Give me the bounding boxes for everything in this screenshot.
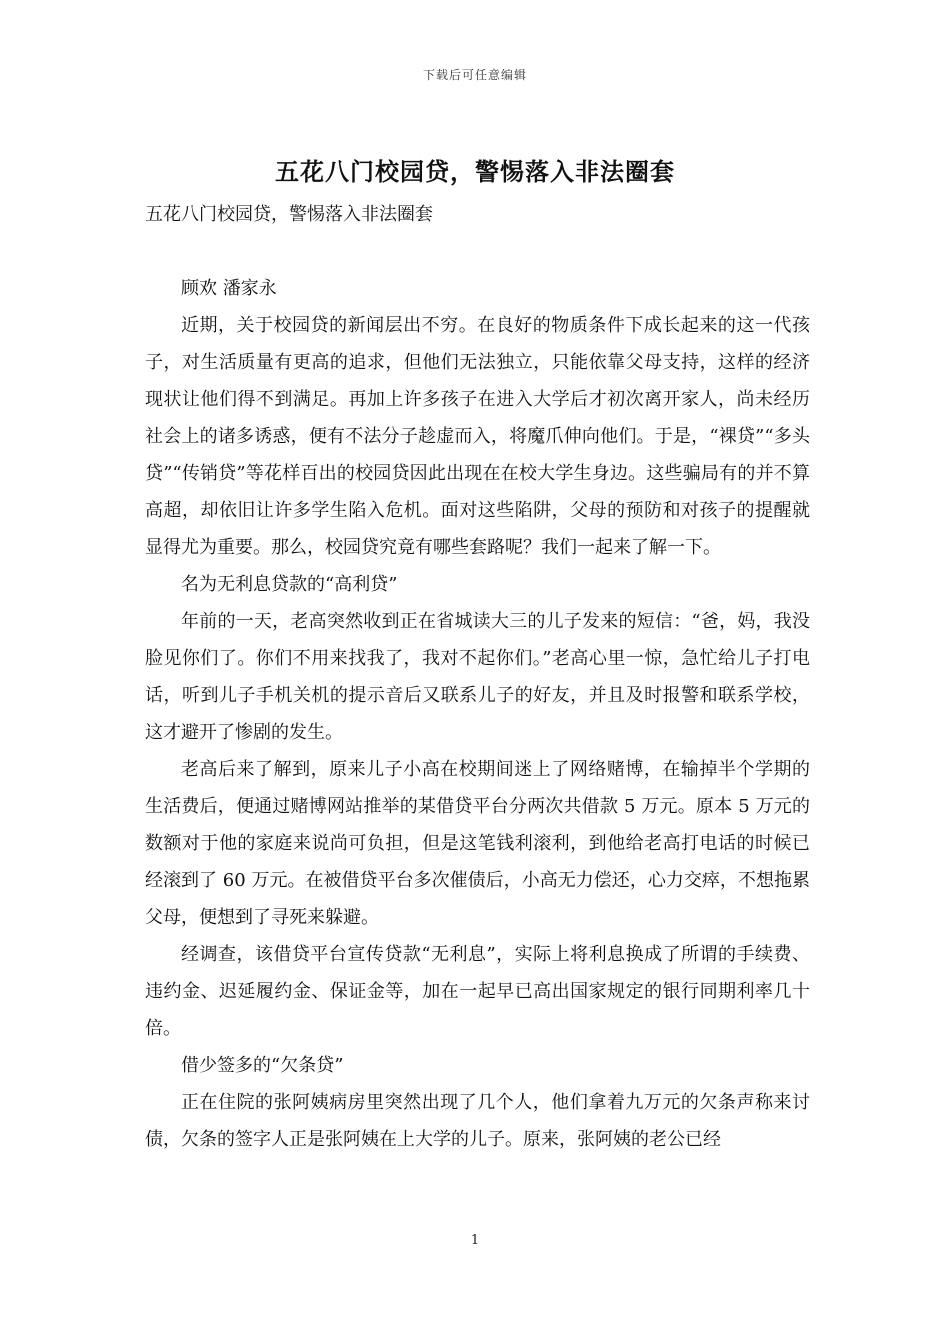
- page-number: 1: [470, 1233, 480, 1248]
- document-title: 五花八门校园贷，警惕落入非法圈套: [275, 157, 675, 186]
- paragraph-iou-story: 正在住院的张阿姨病房里突然出现了几个人，他们拿着九万元的欠条声称来讨债，欠条的签字人正是张阿姨在上大学的儿子。原来，张阿姨的老公已经: [145, 1092, 810, 1150]
- paragraph-investigation: 经调查，该借贷平台宣传贷款“无利息”，实际上将利息换成了所谓的手续费、违约金、迟延履约金、保证金等，加在一起早已高出国家规定的银行同期利率几十倍。: [145, 944, 810, 1039]
- section-heading-iou-loan: 借少签多的“欠条贷”: [181, 1055, 344, 1076]
- paragraph-story-text-message: 年前的一天，老高突然收到正在省城读大三的儿子发来的短信：“爸，妈，我没脸见你们了。你们不用来找我了，我对不起你们。”老高心里一惊，急忙给儿子打电话，听到儿子手机关机的提示音后又联系儿子的好友，并且及时报警和联系学校，这才避开了惨剧的发生。: [145, 611, 810, 743]
- paragraph-intro: 近期，关于校园贷的新闻层出不穷。在良好的物质条件下成长起来的这一代孩子，对生活质量有更高的追求，但他们无法独立，只能依靠父母支持，这样的经济现状让他们得不到满足。再加上许多孩子在进入大学后才初次离开家人，尚未经历社会上的诸多诱惑，便有不法分子趁虚而入，将魔爪伸向他们。于是，“裸贷”“多头贷”“传销贷”等花样百出的校园贷因此出现在在校大学生身边。这些骗局有的并不算高超，却依旧让许多学生陷入危机。面对这些陷阱，父母的预防和对孩子的提醒就显得尤为重要。那么，校园贷究竟有哪些套路呢？我们一起来了解一下。: [145, 315, 810, 558]
- header-note: 下载后可任意编辑: [422, 68, 527, 82]
- document-subtitle: 五花八门校园贷，警惕落入非法圈套: [145, 204, 433, 225]
- author-line: 顾欢 潘家永: [181, 278, 277, 299]
- document-body: [145, 196, 810, 1158]
- paragraph-story-gambling: 老高后来了解到，原来儿子小高在校期间迷上了网络赌博，在输掉半个学期的生活费后，便通过赌博网站推举的某借贷平台分两次共借款 5 万元。原本 5 万元的数额对于他的家庭来说尚可负担，但是这笔钱利滚利，到他给老高打电话的时候已经滚到了 60 万元。在被借贷平台多次催债后，小高无力偿还，心力交瘁，不想拖累父母，便想到了寻死来躲避。: [145, 759, 810, 928]
- section-heading-high-interest-loan: 名为无利息贷款的“高利贷”: [181, 574, 398, 595]
